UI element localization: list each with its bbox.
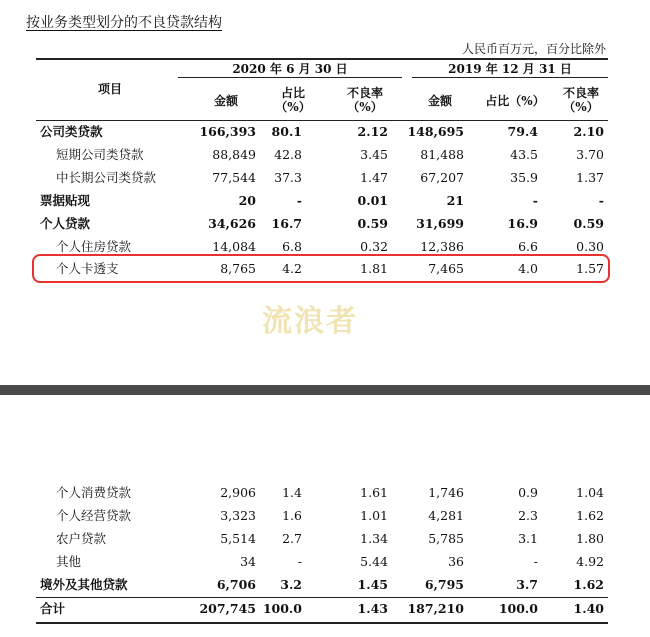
header-npl-1 (340, 86, 390, 114)
cell-share-2019: 6.6 (518, 239, 538, 254)
header-npl-2 (556, 86, 606, 114)
cell-share-2019: - (533, 554, 538, 569)
table-row (0, 551, 650, 573)
cell-amount-2019: 21 (446, 193, 464, 208)
cell-npl-2020: 0.01 (357, 193, 388, 208)
row-label: 短期公司类贷款 (56, 147, 144, 162)
cell-share-2020: 42.8 (274, 147, 302, 162)
cell-npl-2020: 1.01 (360, 508, 388, 523)
cell-npl-2020: 1.81 (360, 261, 388, 276)
cell-share-2020: 100.0 (262, 601, 302, 616)
cell-amount-2020: 34,626 (208, 216, 256, 231)
cell-npl-2019: 1.62 (573, 577, 604, 592)
header-share-1-line2: （%） (275, 100, 311, 114)
cell-share-2020: 1.4 (282, 485, 302, 500)
cell-share-2019: 43.5 (510, 147, 538, 162)
header-amount-2: 金额 (427, 94, 452, 108)
table-row (0, 144, 650, 166)
cell-npl-2019: 3.70 (576, 147, 604, 162)
cell-npl-2020: 1.34 (360, 531, 388, 546)
cell-share-2020: 2.7 (282, 531, 302, 546)
table-row-total (0, 598, 650, 620)
cell-amount-2019: 6,795 (424, 577, 464, 592)
header-npl-2-line2: （%） (563, 100, 599, 114)
header-share-1 (268, 86, 318, 114)
cell-share-2020: 80.1 (271, 124, 302, 139)
cell-npl-2019: 4.92 (576, 554, 604, 569)
cell-npl-2020: 5.44 (360, 554, 388, 569)
row-label: 境外及其他贷款 (40, 577, 128, 592)
cell-amount-2019: 7,465 (428, 261, 464, 276)
period1-underline (178, 77, 402, 78)
period2-underline (412, 77, 608, 78)
cell-share-2020: - (297, 554, 302, 569)
header-npl-1-line1: 不良率 (346, 86, 383, 100)
cell-npl-2020: 0.32 (360, 239, 388, 254)
cell-share-2019: 0.9 (518, 485, 538, 500)
cell-amount-2020: 77,544 (212, 170, 256, 185)
header-period2: 2019 年 12 月 31 日 (448, 62, 572, 76)
cell-share-2019: 35.9 (510, 170, 538, 185)
cell-npl-2020: 0.59 (357, 216, 388, 231)
row-label: 公司类贷款 (40, 124, 103, 139)
table-row (0, 505, 650, 527)
table-row (0, 121, 650, 143)
cell-npl-2020: 1.61 (360, 485, 388, 500)
header-npl-1-line2: （%） (347, 100, 383, 114)
cell-share-2020: 6.8 (282, 239, 302, 254)
row-label: 个人贷款 (40, 216, 91, 231)
cell-amount-2020: 2,906 (220, 485, 256, 500)
cell-npl-2019: 1.62 (576, 508, 604, 523)
header-item: 项目 (97, 82, 122, 96)
cell-amount-2019: 67,207 (420, 170, 464, 185)
unit-note: 人民币百万元，百分比除外 (461, 42, 606, 56)
cell-share-2019: 2.3 (518, 508, 538, 523)
header-share-2: 占比（%） (485, 94, 545, 108)
cell-npl-2019: 1.80 (576, 531, 604, 546)
cell-npl-2020: 3.45 (360, 147, 388, 162)
cell-share-2020: 37.3 (274, 170, 302, 185)
header-npl-2-line1: 不良率 (562, 86, 599, 100)
table-row (0, 190, 650, 212)
row-label: 农户贷款 (56, 531, 107, 546)
cell-amount-2020: 3,323 (220, 508, 256, 523)
cell-amount-2020: 14,084 (212, 239, 256, 254)
cell-amount-2019: 12,386 (420, 239, 464, 254)
cell-npl-2020: 1.45 (357, 577, 388, 592)
header-amount-1: 金额 (213, 94, 238, 108)
cell-amount-2020: 20 (238, 193, 256, 208)
table-row (0, 574, 650, 596)
top-rule (36, 58, 608, 60)
table-row (0, 213, 650, 235)
table-row (0, 482, 650, 504)
cell-share-2019: 3.7 (516, 577, 538, 592)
row-label: 合计 (40, 601, 66, 616)
cell-npl-2019: 1.37 (576, 170, 604, 185)
cell-share-2020: 1.6 (282, 508, 302, 523)
cell-share-2019: 4.0 (518, 261, 538, 276)
row-label: 个人住房贷款 (56, 239, 132, 254)
cell-amount-2020: 88,849 (212, 147, 256, 162)
cell-amount-2019: 187,210 (407, 601, 464, 616)
cell-share-2019: - (532, 193, 538, 208)
row-label: 个人消费贷款 (56, 485, 132, 500)
cell-npl-2020: 1.43 (357, 601, 388, 616)
cell-share-2020: 3.2 (280, 577, 302, 592)
cell-amount-2019: 81,488 (420, 147, 464, 162)
cell-amount-2020: 5,514 (220, 531, 256, 546)
row-label: 其他 (56, 554, 82, 569)
section-divider-bar (0, 385, 650, 395)
row-label: 个人经营贷款 (56, 508, 132, 523)
header-share-1-line1: 占比 (280, 86, 305, 100)
cell-npl-2019: 1.04 (576, 485, 604, 500)
cell-amount-2019: 36 (448, 554, 464, 569)
table-title: 按业务类型划分的不良贷款结构 (26, 15, 222, 31)
row-label: 票据贴现 (40, 193, 91, 208)
row-label: 中长期公司类贷款 (56, 170, 157, 185)
cell-npl-2020: 2.12 (357, 124, 388, 139)
table-row (0, 528, 650, 550)
cell-amount-2019: 148,695 (407, 124, 464, 139)
cell-npl-2019: - (598, 193, 604, 208)
cell-amount-2020: 166,393 (199, 124, 256, 139)
header-period1: 2020 年 6 月 30 日 (232, 62, 348, 76)
cell-amount-2019: 5,785 (428, 531, 464, 546)
cell-share-2019: 3.1 (518, 531, 538, 546)
cell-share-2020: 4.2 (282, 261, 302, 276)
cell-amount-2020: 6,706 (216, 577, 256, 592)
cell-amount-2019: 1,746 (428, 485, 464, 500)
cell-npl-2019: 2.10 (573, 124, 604, 139)
table-row (0, 167, 650, 189)
cell-share-2019: 100.0 (498, 601, 538, 616)
cell-npl-2019: 0.30 (576, 239, 604, 254)
cell-share-2019: 79.4 (507, 124, 538, 139)
cell-amount-2019: 31,699 (416, 216, 464, 231)
cell-share-2020: - (296, 193, 302, 208)
cell-npl-2020: 1.47 (360, 170, 388, 185)
cell-npl-2019: 1.40 (573, 601, 604, 616)
cell-npl-2019: 0.59 (573, 216, 604, 231)
bottom-rule (36, 622, 608, 624)
watermark: 流浪者 (262, 304, 358, 339)
cell-npl-2019: 1.57 (576, 261, 604, 276)
cell-amount-2020: 34 (240, 554, 256, 569)
cell-share-2020: 16.7 (271, 216, 302, 231)
cell-amount-2020: 207,745 (199, 601, 256, 616)
cell-amount-2019: 4,281 (428, 508, 464, 523)
highlight-box (32, 254, 610, 283)
row-label: 个人卡透支 (56, 261, 119, 276)
cell-amount-2020: 8,765 (220, 261, 256, 276)
cell-share-2019: 16.9 (507, 216, 538, 231)
